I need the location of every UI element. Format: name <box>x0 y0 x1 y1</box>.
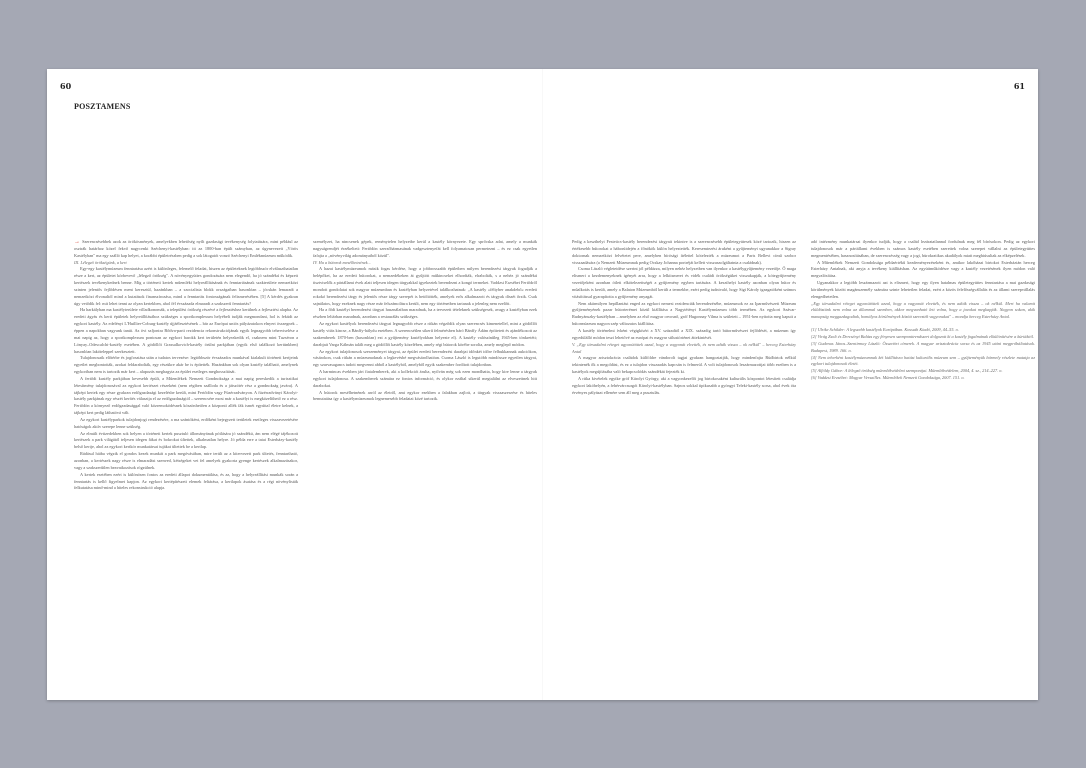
arrow-icon: → <box>74 239 83 245</box>
paragraph: Egy-egy kastélymúzeum fenntartása azért is különleges, felemelő feladat, hiszen az épületeknek legtöbbször elválaszthatatlan része a kert, az épületet körbevevő „lélegző örökség". A növényegyüttes gondozására nem elegendő, ha jó szándékú és képzett kertészek tevékenykednek benne. Míg a történeti kertek műemléki helyreállításának és fenntartásának szakterülete nemzetközi szinten jelentős fejlődésen ment keresztül, hazánkban – a szocialista blokk országaiban hasonlóan – jócskán lemaradt a nemzetközi élvonaltól mind a kutatások finanszírozása, mind a fenntartás fontosságának felismerésében. [5] A kérdés gyakran úgy vetődik fel: mit lehet tenni az olyan kertekben, ahol fél évszázada elmaradt a szakszerű fenntartás? <box>74 266 298 306</box>
page-number-left: 60 <box>60 81 72 91</box>
paragraph: A Műemlékek Nemzeti Gondoksága példaértékű kezdeményezéseként és, amikor lakóházai birtokot Esterházián herceg Esterházy Antalnak, aki anyja a tevékeny kiállításban. Az együttműködésre vagy a kastély vezetésének ilyen módon való megvalósítása. <box>811 259 1035 279</box>
paragraph: A fertődi kastély parkjában kevesebb épült, a Műemlékek Nemzeti Gondnoksága a mai napig pereskedik a turisztikai létesítmény tulajdonosával az egykori kertészet részeként (nem régiben szálloda és a játszótér rész a gondnokság javára). A tájképi kertek egy része gyakran erdőgazdasági kezelésbe került, mint Fertődön vagy Füzérradványon. A füzérradványi Károlyi-kastély parkjának egy részét kerítés választja el az erdőgazdaságtól – szerencsére most már a kastélyt is megközelíthető ez a rész. Fertődön a környező erdőgazdasággal való közremoködésnek köszönhetően a központi allék fák ismét egyúttal életre kelnek, a tájképi kert pedig láthatóvá vált. <box>74 375 298 416</box>
footnote: [3] Gudenus János–Szentirmay László: Összetört címerek. A magyar arisztokrácia sorsa és az 1945 utáni megpróbáltatások. Budapest, 1989. 166. o. <box>811 340 1035 353</box>
paragraph: „Egy társadalmi réteget agyonütöttek azzal, hogy a vagyonát elvették, és nem adták vissza – ok nélkül. Mert ha valamit elüldöztünk nem volna az állammal szemben, akkor megvanható lett volna, hogy a javakat megkapják. Nagyon sokan, akik manapság meggazdagodtak, homályos körülmények között szerezték vagyonukat" – mondja herceg Esterházy Antal. <box>811 300 1035 320</box>
footnote: [6] Vaddzsi Erzsébet: Magyar Versailles. Műemlékek Nemzeti Gondoksága, 2007. 151. o. <box>811 375 965 381</box>
paragraph: A hazai kastélymúzeumok másik fogas kérdése, hogy a jobbrosszabb épületben milyen berendezési tárgyak fogadják a belépőket, ha az eredeti bútorokat, a nemzedékeken át gyűjtött műkincseket elhordták, elrabolták, s a nehéz jó szándékú tisztviselők a pártállami évek alatt teljesen idegen tárgyakkal igyekeztek berendezni a kongó termeket. Vaddzsi Erzsébet Fertődről mondott gondolatai sok magyar múzeumban és kastélyban helyzetével találkozhatnak: „A kastély »féltyber anakdebő« eredeti rokokó berendezési tárgy és jelentős része tárgy szerepét is betöltötték, amelyek erős alkalmazott és tárgyak díszét őrzik. Csak sajnálatos, hogy ezeknek nagy része már felszámolásra került, nem egy történetben tartanak a jelenleg nem ezelőtt. <box>313 266 537 306</box>
text-column-1 <box>74 239 298 694</box>
paragraph: A harmincas években járt fiatalemberek, aki a kollekciót árulta, nyilván még sok ezen mondhatta, hogy kire lenne a tárgyak egykori tulajdonosa. A szakemberek számára ez fontos információ, és olykor ezáltal sikerül megtalálni az elveszettnek hitt darabokat. <box>313 369 537 388</box>
paragraph: A kertek esetében ezért is különösen fontos az eredeti állapot dokumentálása, és az, hogy a helyreállítási munkák során a fenntartás is kellő figyelmet kapjon. Az egykori kertépítészeti elemek feltárása, a kertlapok ásatása és a régi növénylisták felkutatása mind-mind a hiteles rekonstrukció alapja. <box>74 471 298 491</box>
paragraph: Rádásul hiába végzik el gondos kezek munkát a park megóvásában, mire terült az a kitervezett park ültetés, fenntartható, azonban, a kertészek nagy része is elmaradást szenved, kétségeket vet fel amelyek gyakorta gyenge kertészek alkalmazásakor, vagy a szakszerűtlen beavatkozások rögzülnek. <box>74 451 298 470</box>
spine-shadow <box>542 69 543 700</box>
footnote: [5] Alföldy Gábor: A lélegző örökség műemlékvédelmi szempontjai. Műemlékvédelem, 2004, 4. sz., 214–227. o. <box>811 368 1003 374</box>
footnote: [4] Nem teherként kastélymúzeumnak két kiállításra hatást kulturális múzeum sem – gyűjteményük bármely részlete mutatja az egykori tulajdonosok életét. <box>811 354 1035 367</box>
paragraph: IV. Ha a bútorok mesélhetnének... <box>313 259 371 265</box>
paragraph: A bútorok mesélhetnének arról az életről, ami egykor ezekben a falakban zajlott, a tárgyak visszaszerzése és hiteles bemutatása így a kastélymúzeumok legnemesebb feladatai közé tartozik. <box>313 389 537 402</box>
paragraph: Az egykori kastélyok berendezési tárgyai legnagyobb része a ritkán végződik olyan szerencsés kimenetellel, mint a gödöllői kastély vitás kincse, a Bánffy-hálydu esetében. A szerencsétlen sikerű felmérésben báró Bánffy Ádám építtetett és ajándékozott az szakemberek 1870-ben (hasonlóan) ezt a gyűjtemény kastélyokban helyezte el). A kastély valószínűleg 1945-ben tönkretétt; darabjait Varga Kálmán talált meg a gödöllői kastély közelében, amely régi bútorok körébe sorolta, amely meglepő módon. <box>313 321 537 347</box>
text-column-2 <box>313 239 537 694</box>
paragraph: Ha harkályban ma kastélyterülete villadkonomák, a települési örökség részévé a fejlesztéshez kerülnek a fejlesztési alapba. Az eredeti ágyás és kerti épületek helyreállításához szükséges a sportkomplexum helyébeli tudják megmondani, hol is feküdt az egykori kastély. Az edelényi L'Huillier-Coburg-kastély újjáélesztésének – bár az Európai uniós pályázatokon elnyert összegnek – éppen a napokban vagyunk tanúi. Az övi szfjontra Bődva-parti rezidencia rekonstrukciójának egyik legnagyobb teherviselése a mai napig az, hogy a sportkomplexum pontosan az egykori barokk kert területén helyezkedik el, csaknem mint Tuzséron a Lónyay–Odescalchi-kastély esetében. A gödöllői Grassalkovich-kastély örülni parkjában (egyik első találkozó kertünkben) hasonlóan lakóteleppel szerkesztett. <box>74 307 298 354</box>
section-title: POSZTAMENS <box>74 102 131 111</box>
paragraph: A kastély történelmi ívként végigkíséri a XV. századtól a XIX. századig tartó bútorművészet fejlődését, a múzeum így egyedülálló módon teszi lehetővé az európai és magyar stílustörténet áttekintését. <box>572 327 796 340</box>
paragraph: III. Lélegző örökségünk, a kert <box>74 259 127 265</box>
text-column-3 <box>572 239 796 694</box>
paragraph: Ugyanakkor a legtöbb leszármazott azt is elismeri, hogy egy ilyen hatalmas épületegyüttes fenntartása a mai gazdasági körülmények között magánszemély számára szinte lehetetlen feladat, ezért a közös felelősségvállalás és az állami szerepvállalás elengedhetetlen. <box>811 280 1035 299</box>
page-number-right: 61 <box>1013 81 1025 91</box>
paragraph: V. „Egy társadalmi réteget agyonütöttek azzal, hogy a vagyonát elvették, és nem adták vissza – ok nélkül" – herceg Esterházy Antal <box>572 341 796 354</box>
footnote: [1] Ulrike Schilder: A legszebb kastélyok Európában. Kossuth Kiadó, 2009, 44–55. o. <box>811 327 959 333</box>
paragraph: Tulajdonosaik előtérbe és jogfosztása után a tudatos tervezése: legtöbbször évszázados munkával kialakult történeti kertjeink egyetlet megbontották, azokat feldarabolták, egy részükre akár be is építették. Hazánkban sok olyan kastély található, amelynek egykoriban nem is tartozik már kert – alapozás meghagyta az épület esetleges meghosszítását. <box>74 355 298 375</box>
paragraph: Az egykori tulajdonosok szerzeményei tárgyai, az épület eredeti berendezési darabjai időnkét időre felbukkannak aukciókon, vásárokon, csak ritkán a múzeumoknak a legkevésbé megvásárolhatóan. Csoma László is legutóbb mindössze egyetlen tárgyat, egy szarvasagancs tudott megvenni abból a kastélyból, amelyből egyik szakember fordított tulajdonban. <box>313 348 537 368</box>
paragraph: Pedig a keszthelyi Festetics-kastély berendezési tárgyait tekintve is a szerencsésebb épületegyütesek közé tartozik, hiszen az értékesebb bútorokat a háborúidején a főnökök külön helyeztették. Keresemtezési áruként a gyűjteményt ugyanakkor a Sigray doktornak nemzetközi felvétetet pere, amelyben bírósági ítélettel kötelezték a múzeumot a Paris Bellevi című szobor visszaadására (a Nemzeti Múzeumnak pedig Ocskay Johanna portréját kellett visszaszolgáltatnia a családnak). <box>572 239 796 265</box>
paragraph: A magyar arisztokrácia családok külföldre vándorolt tagjai gyakran hangoztatják, hogy mindenfajta Rüdbirtok nélkül tekintenék ők a megoldást, és ez a tulajdon visszaadás kapcsán is felmerül. A volt tulajdonosok leszármazottjai több esetben is a kastélyok megújításába való bekapcsolódás szándékát fejezték ki. <box>572 355 796 375</box>
paragraph: A ritka kivételek egyike gróf Károlyi György, aki a vagyonkezelői jog birtokosaként kulturális központot létesített családja egykori lakóhelyén, a fehérvárcsurgói Károlyi-kastélyban. Sajnos sokkal tipikusabb a gyöngyi Teleki-kastély sorsa, ahol évek óta érvényes pályázat ellenére sem áll meg a pusztulás. <box>572 375 796 395</box>
paragraph: Az egykori kastélyparkok tulajdonjogi rendezésére, a ma szántóként, erdőként bejegyzett területek esetleges visszavezetésére hatóságok aktív szerepe lenne szükség. <box>74 416 298 429</box>
paragraph: adó intézmény munkatársai ilyenkor tudják, hogy a család lezáratatlannal fordulnak meg fél bírósokon. Pedig az egykori tulajdonosok már a pártállami években is számos kastély esetében szerettek volna szerepet vállalni az épületegyüttes megmentésében, hasznosításában, de szerencsésség vagy a jogi, bürokratikus akadályok miatt meghiúsultak az elképzelések. <box>811 239 1035 258</box>
paragraph: Csoma László végleteidése szerint jól példázza, milyen nehéz helyzetben van ilyenkor a kastélygyűjtemény vezetője. Ő maga elismeri a kezdemenyeknek igényét arra, hogy a lelkiismeret és vidék családi örökségüket visszakapják, a kötegyűjtemény vezetőjeként azonban ötleti elkötelezettségét a gyűjtemény egyben tartására. A keszthelyi kastély azonban olyan bútor és műalkotás is került, amely a Balaton Múzeumból került a termekbe, ezért pedig tudnivaló, hogy Sigi Károly igazgatóként számos vitásíttással gyarapította a gyűjtemény anyagát. <box>572 266 796 299</box>
footnotes <box>811 327 1035 382</box>
paragraph: Az elmúlt évtizedekben sok helyen a történeti kertek pusztuló állományának pótlására jó szándékú, ám nem elégé tájékozott kertészek a park világától teljesen idegen fákat és bokrokat ültettek, alkalmatlan helyre. Jó példa erre a tatai Esterházy-kastély belső kertje, ahol az egykori kertkör munkatársai tujákat ültettek be a kertlap. <box>74 430 298 450</box>
magazine-spread <box>47 69 1038 700</box>
paragraph: személyzet, ha nincsenek gépek, reménytelen helyzetbe kerül a kastély környezete. Egy sprőcska adat, amely a munkák nagyságrendjét érzékelteti: Fertődön szerzőhármasának vadgesztenyefát kell folyamatosan permetezni – és ez csak egyetlen fafajta a „növényvilág adományaiból közül". <box>313 239 537 258</box>
paragraph-text: Szerencsésebbek azok az örökösmények, amelyekben lehetőség nyílt gazdasági tevékenység folytatására, mint például az osztrák határhoz közel fekvő nagycenki Széchenyi-kastélyban: itt az 1800-ban épült számyban, az úgynevezett „Vörös Kastélyban" ma egy szálló kap helyet, a korábbi épületrészben pedig a sok látogatót vonzó Széchenyi Emlékmúzeum működik. <box>74 239 298 258</box>
footnote: [2] Virág Zsolt és Dercsényi Balázs egy fényesen szemponttrendszert dolgozott ki a kastély fogalmának elkülönítésére a kúriáktól. <box>811 333 1034 339</box>
paragraph: Nem akármilyen hepillantást enged az egykori nemesi rezidenciák berendezésébe, múzeumok ez az Iparművészeti Múzeum gyűjteményének pazar bútorterémei közül kiállítása a Nagytétényi Kastélymúzeum több termében. Az egykori Szávar-Rudnyánszky-kastélyban – amelyben az első magyar orvosnő, gróf Hugonnay Vilma is született – 1951-ben nyitotta meg kapuit a bútormúzeum nagyon szép változatos kiállítása. <box>572 300 796 327</box>
paragraph <box>74 239 298 260</box>
text-column-4 <box>811 239 1035 694</box>
paragraph: Ha a fődi kastélyt berendezési tárgyai használatban maradnak, ha a tervezett tételeknek szükségesek, avagy a kastélyban ezek részben leltárban maradnak, azonban a restaurálás szükséges. <box>313 307 537 320</box>
